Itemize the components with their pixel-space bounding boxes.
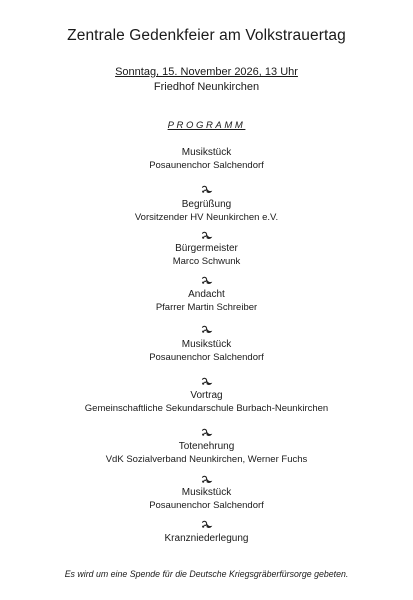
programm-heading: PROGRAMM xyxy=(167,120,246,131)
program-item-title: Musikstück xyxy=(181,339,232,350)
floral-fleuron-icon xyxy=(201,475,213,484)
program-item xyxy=(0,440,413,466)
program-item-performer: Posaunenchor Salchendorf xyxy=(149,500,264,511)
program-item xyxy=(0,486,413,512)
program-item xyxy=(0,338,413,364)
program-item-title: Totenehrung xyxy=(178,441,235,452)
program-item-performer: Marco Schwunk xyxy=(172,256,241,267)
program-item-performer: Posaunenchor Salchendorf xyxy=(149,352,264,363)
program-item-performer: VdK Sozialverband Neunkirchen, Werner Fuchs xyxy=(105,454,308,465)
program-item xyxy=(0,146,413,172)
program-item-performer: Posaunenchor Salchendorf xyxy=(149,160,264,171)
floral-fleuron-icon xyxy=(201,276,213,285)
program-item-performer: Gemeinschaftliche Sekundarschule Burbach-Neunkirchen xyxy=(84,403,329,414)
program-item-performer: Vorsitzender HV Neunkirchen e.V. xyxy=(134,212,279,223)
program-item xyxy=(0,288,413,314)
program-item-title: Kranzniederlegung xyxy=(164,533,249,544)
floral-fleuron-icon xyxy=(201,520,213,529)
program-item xyxy=(0,198,413,224)
ornament-divider xyxy=(0,428,413,438)
event-date: Sonntag, 15. November 2026, 13 Uhr xyxy=(115,66,298,78)
program-item-performer: Pfarrer Martin Schreiber xyxy=(155,302,258,313)
program-item-title: Musikstück xyxy=(181,147,232,158)
floral-fleuron-icon xyxy=(201,428,213,437)
ornament-divider xyxy=(0,325,413,335)
floral-fleuron-icon xyxy=(201,325,213,334)
event-title: Zentrale Gedenkfeier am Volkstrauertag xyxy=(67,27,346,44)
event-location: Friedhof Neunkirchen xyxy=(153,81,260,93)
donation-note: Es wird um eine Spende für die Deutsche Kriegsgräberfürsorge gebeten. xyxy=(64,569,349,579)
program-item-title: Vortrag xyxy=(190,390,223,401)
ornament-divider xyxy=(0,520,413,530)
floral-fleuron-icon xyxy=(201,377,213,386)
program-item-title: Bürgermeister xyxy=(175,243,238,254)
ornament-divider xyxy=(0,377,413,387)
program-item-title: Musikstück xyxy=(181,487,232,498)
program-item xyxy=(0,532,413,545)
program-item-title: Andacht xyxy=(188,289,225,300)
ornament-divider xyxy=(0,185,413,195)
program-item xyxy=(0,389,413,415)
ornament-divider xyxy=(0,276,413,286)
program-item xyxy=(0,242,413,268)
ornament-divider xyxy=(0,231,413,241)
floral-fleuron-icon xyxy=(201,185,213,194)
floral-fleuron-icon xyxy=(201,231,213,240)
ornament-divider xyxy=(0,475,413,485)
program-item-title: Begrüßung xyxy=(181,199,232,210)
